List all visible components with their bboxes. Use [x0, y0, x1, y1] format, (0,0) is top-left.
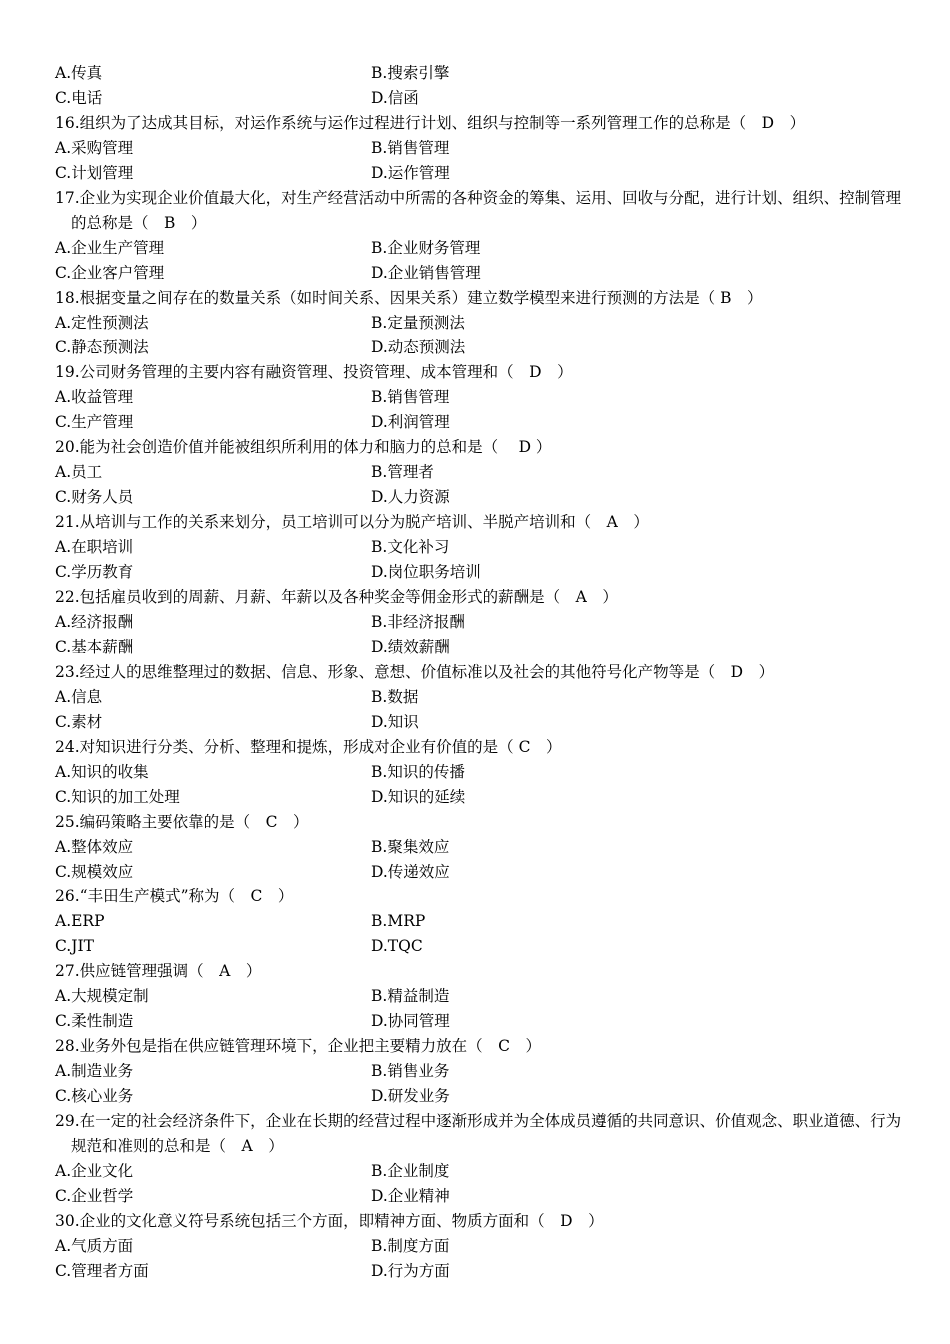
option-right: B.销售业务 [371, 1062, 450, 1081]
option-row [55, 560, 915, 585]
option-left: C.学历教育 [55, 563, 134, 582]
option-right: D.研发业务 [371, 1087, 450, 1106]
option-row [55, 535, 915, 560]
option-left: C.核心业务 [55, 1087, 134, 1106]
option-left: C.素材 [55, 712, 103, 731]
option-right: D.人力资源 [371, 488, 450, 507]
option-left: C.计划管理 [55, 163, 134, 182]
option-left: C.电话 [55, 88, 103, 107]
question-stem: 18.根据变量之间存在的数量关系（如时间关系、因果关系）建立数学模型来进行预测的方法是（ B ） [55, 288, 763, 307]
option-row [55, 335, 915, 360]
question-stem: 25.编码策略主要依靠的是（ C ） [55, 812, 309, 831]
question-text [55, 585, 915, 610]
option-left: A.制造业务 [55, 1062, 134, 1081]
question-text [55, 1034, 915, 1059]
option-row [55, 1184, 915, 1209]
option-row [55, 984, 915, 1009]
option-right: B.企业制度 [371, 1161, 450, 1180]
option-row [55, 385, 915, 410]
option-left: C.JIT [55, 937, 94, 956]
option-left: A.定性预测法 [55, 313, 149, 332]
question-stem: 17.企业为实现企业价值最大化，对生产经营活动中所需的各种资金的筹集、运用、回收与分配，进行计划、组织、控制管理的总称是（ B ） [55, 188, 902, 232]
option-left: C.财务人员 [55, 488, 134, 507]
question-text [55, 286, 915, 311]
option-right: B.精益制造 [371, 987, 450, 1006]
option-left: C.知识的加工处理 [55, 787, 180, 806]
option-left: C.管理者方面 [55, 1261, 149, 1280]
option-right: B.聚集效应 [371, 837, 450, 856]
option-right: B.定量预测法 [371, 313, 465, 332]
option-row [55, 760, 915, 785]
option-row [55, 136, 915, 161]
question-stem: 26.“丰田生产模式”称为（ C ） [55, 887, 294, 906]
option-left: A.气质方面 [55, 1236, 134, 1255]
option-left: A.知识的收集 [55, 762, 149, 781]
option-right: D.企业销售管理 [371, 263, 481, 282]
option-left: A.员工 [55, 463, 103, 482]
option-right: D.信函 [371, 88, 419, 107]
question-text [55, 510, 915, 535]
option-left: A.收益管理 [55, 388, 134, 407]
option-right: D.利润管理 [371, 413, 450, 432]
question-text [55, 884, 915, 909]
option-left: A.整体效应 [55, 837, 134, 856]
option-left: C.柔性制造 [55, 1012, 134, 1031]
option-row [55, 785, 915, 810]
option-row [55, 460, 915, 485]
question-stem: 22.包括雇员收到的周薪、月薪、年薪以及各种奖金等佣金形式的薪酬是（ A ） [55, 588, 618, 607]
option-right: B.销售管理 [371, 138, 450, 157]
option-left: C.生产管理 [55, 413, 134, 432]
option-right: D.企业精神 [371, 1186, 450, 1205]
option-row [55, 311, 915, 336]
question-text [55, 435, 915, 460]
option-right: B.销售管理 [371, 388, 450, 407]
question-stem: 19.公司财务管理的主要内容有融资管理、投资管理、成本管理和（ D ） [55, 363, 573, 382]
option-right: D.运作管理 [371, 163, 450, 182]
option-right: B.制度方面 [371, 1236, 450, 1255]
option-right: B.搜索引擎 [371, 64, 450, 82]
question-stem: 30.企业的文化意义符号系统包括三个方面，即精神方面、物质方面和（ D ） [55, 1211, 604, 1230]
option-row [55, 685, 915, 710]
option-row [55, 909, 915, 934]
option-row [55, 610, 915, 635]
option-right: B.MRP [371, 912, 426, 931]
option-row [55, 410, 915, 435]
question-stem: 23.经过人的思维整理过的数据、信息、形象、意想、价值标准以及社会的其他符号化产物等是（ D ） [55, 662, 775, 681]
question-text [55, 959, 915, 984]
question-stem: 29.在一定的社会经济条件下，企业在长期的经营过程中逐渐形成并为全体成员遵循的共同意识、价值观念、职业道德、行为规范和准则的总和是（ A ） [55, 1112, 902, 1155]
option-right: B.企业财务管理 [371, 238, 481, 257]
option-right: D.传递效应 [371, 862, 450, 881]
option-right: D.知识 [371, 712, 419, 731]
question-text [55, 111, 915, 136]
option-right: B.管理者 [371, 463, 434, 482]
option-row [55, 161, 915, 186]
option-row [55, 1009, 915, 1034]
option-right: B.数据 [371, 687, 419, 706]
option-row [55, 485, 915, 510]
question-stem: 28.业务外包是指在供应链管理环境下，企业把主要精力放在（ C ） [55, 1037, 542, 1056]
option-row [55, 1159, 915, 1184]
question-stem: 24.对知识进行分类、分析、整理和提炼，形成对企业有价值的是（ C ） [55, 737, 562, 756]
question-text [55, 360, 915, 385]
option-left: C.企业哲学 [55, 1186, 134, 1205]
option-right: D.知识的延续 [371, 787, 466, 806]
option-row [55, 61, 915, 86]
option-left: A.ERP [55, 912, 105, 931]
option-right: D.岗位职务培训 [371, 563, 481, 582]
option-right: D.TQC [371, 937, 423, 956]
question-stem: 21.从培训与工作的关系来划分，员工培训可以分为脱产培训、半脱产培训和（ A ） [55, 513, 649, 532]
option-row [55, 710, 915, 735]
option-left: A.传真 [55, 64, 103, 82]
question-text [55, 660, 915, 685]
question-text [55, 1109, 915, 1159]
option-row [55, 1234, 915, 1259]
option-left: C.规模效应 [55, 862, 134, 881]
option-right: D.绩效薪酬 [371, 637, 450, 656]
option-left: A.企业文化 [55, 1161, 134, 1180]
option-row [55, 934, 915, 959]
option-row [55, 1059, 915, 1084]
option-right: D.动态预测法 [371, 338, 466, 357]
option-row [55, 86, 915, 111]
question-text [55, 735, 915, 760]
exam-page [55, 61, 915, 1284]
question-stem: 20.能为社会创造价值并能被组织所利用的体力和脑力的总和是（ D ） [55, 438, 552, 457]
option-right: B.文化补习 [371, 538, 450, 557]
question-text [55, 186, 915, 236]
option-left: A.采购管理 [55, 138, 134, 157]
question-stem: 16.组织为了达成其目标，对运作系统与运作过程进行计划、组织与控制等一系列管理工作的总称是（ D ） [55, 113, 806, 132]
option-right: B.知识的传播 [371, 762, 465, 781]
option-left: C.基本薪酬 [55, 637, 134, 656]
option-row [55, 261, 915, 286]
option-left: A.经济报酬 [55, 612, 134, 631]
option-row [55, 236, 915, 261]
option-left: C.企业客户管理 [55, 263, 165, 282]
option-left: A.大规模定制 [55, 987, 149, 1006]
option-row [55, 835, 915, 860]
option-left: A.信息 [55, 687, 103, 706]
option-row [55, 860, 915, 885]
question-text [55, 810, 915, 835]
question-text [55, 1209, 915, 1234]
option-row [55, 1084, 915, 1109]
option-right: D.协同管理 [371, 1012, 450, 1031]
option-left: A.企业生产管理 [55, 238, 165, 257]
option-right: B.非经济报酬 [371, 612, 465, 631]
question-stem: 27.供应链管理强调（ A ） [55, 962, 262, 981]
option-left: C.静态预测法 [55, 338, 149, 357]
option-right: D.行为方面 [371, 1261, 450, 1280]
option-left: A.在职培训 [55, 538, 134, 557]
option-row [55, 635, 915, 660]
option-row [55, 1259, 915, 1284]
